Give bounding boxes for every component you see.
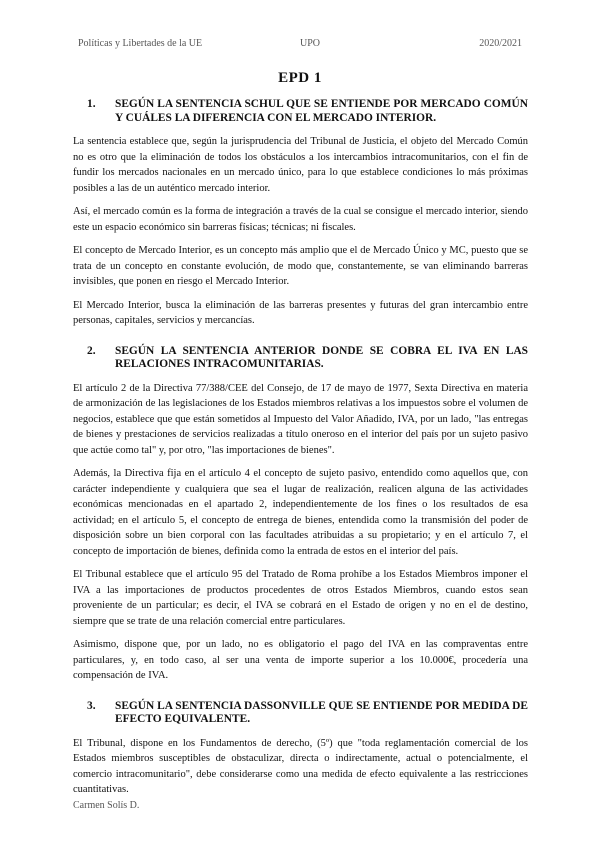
paragraph: La sentencia establece que, según la jurisprudencia del Tribunal de Justicia, el objeto del Mercado Común no es otro que la eliminación de todos los obstáculos a los intercambios intracomunitarios, con el fin de fundir los mercados nacionales en un mercado único, para lo que establece condiciones lo más próximas posibles a las de un auténtico mercado interior. [73, 136, 528, 194]
section-title: SEGÚN LA SENTENCIA ANTERIOR DONDE SE COBRA EL IVA EN LAS RELACIONES INTRACOMUNITARIAS. [115, 344, 528, 370]
header-year: 2020/2021 [479, 38, 522, 49]
section-number: 2. [87, 344, 96, 357]
page-header [78, 38, 522, 52]
section-title: SEGÚN LA SENTENCIA DASSONVILLE QUE SE ENTIENDE POR MEDIDA DE EFECTO EQUIVALENTE. [115, 699, 528, 725]
paragraph: El Mercado Interior, busca la eliminación de las barreras presentes y futuras del gran intercambio entre personas, capitales, servicios y mercancías. [73, 299, 528, 326]
paragraph: El artículo 2 de la Directiva 77/388/CEE del Consejo, de 17 de mayo de 1977, Sexta Directiva en materia de armonización de las legislaciones de los Estados miembros relativas a los impuestos sobre el volumen de negocios, establece que que están sometidos al Impuesto del Valor Añadido, IVA, por un lado, "las entregas de bienes y prestaciones de servicios realizadas a título oneroso en el interior del país por un sujeto pasivo que actúe como tal" y, por otro, "las importaciones de bienes". [73, 382, 528, 456]
section-title: SEGÚN LA SENTENCIA SCHUL QUE SE ENTIENDE POR MERCADO COMÚN Y CUÁLES LA DIFERENCIA CON EL MERCADO INTERIOR. [115, 98, 528, 124]
section-1-heading [73, 98, 528, 125]
paragraph: El Tribunal establece que el artículo 95 del Tratado de Roma prohíbe a los Estados Miembros imponer el IVA a las importaciones de productos procedentes de otros Estados Miembros, cuando estos sean proveniente de un particular; es decir, el IVA se cobrará en el Estado de origen y no en el de destino, siempre que se trate de una relación comercial entre particulares. [73, 569, 528, 627]
section-number: 1. [87, 98, 96, 110]
page-footer-author: Carmen Solís D. [73, 800, 140, 811]
paragraph: Además, la Directiva fija en el artículo 4 el concepto de sujeto pasivo, entendido como aquellos que, con carácter independiente y cualquiera que sea el lugar de realización, realicen alguna de las actividades económicas mencionadas en el apartado 2, independientemente de los fines o los resultados de esa actividad; en el artículo 5, el concepto de entrega de bienes, entendida como la transmisión del poder de disposición sobre un bien corporal con las facultades atribuidas a su propietario; y en el artículo 7, el concepto de importación de bienes, definida como la entrada de estos en el interior del país. [73, 468, 528, 557]
section-2-heading [73, 345, 528, 372]
paragraph: El concepto de Mercado Interior, es un concepto más amplio que el de Mercado Único y MC, puesto que se trata de un concepto en constante evolución, de modo que, constantemente, se van eliminando barreras invisibles, que ponen en riesgo el Mercado Interior. [73, 245, 528, 287]
section-number: 3. [87, 699, 96, 712]
paragraph: Asimismo, dispone que, por un lado, no es obligatorio el pago del IVA en las compraventas entre particulares, y, en todo caso, al ser una venta de importe superior a los 10.000€, procedería una compensación de IVA. [73, 639, 528, 681]
paragraph: El Tribunal, dispone en los Fundamentos de derecho, (5º) que "toda reglamentación comercial de los Estados miembros susceptibles de obstaculizar, directa o indirectamente, actual o potencialmente, el comercio intracomunitario", debe considerarse como una medida de efecto equivalente a las restricciones cuantitativas. [73, 737, 528, 795]
header-university: UPO [300, 38, 321, 49]
document-body [73, 98, 528, 806]
paragraph: Así, el mercado común es la forma de integración a través de la cual se consigue el mercado interior, siendo este un espacio económico sin barreras físicas; técnicas; ni fiscales. [73, 206, 528, 233]
section-3-heading [73, 700, 528, 727]
header-course: Políticas y Libertades de la UE [78, 38, 203, 49]
document-title: EPD 1 [278, 70, 322, 86]
